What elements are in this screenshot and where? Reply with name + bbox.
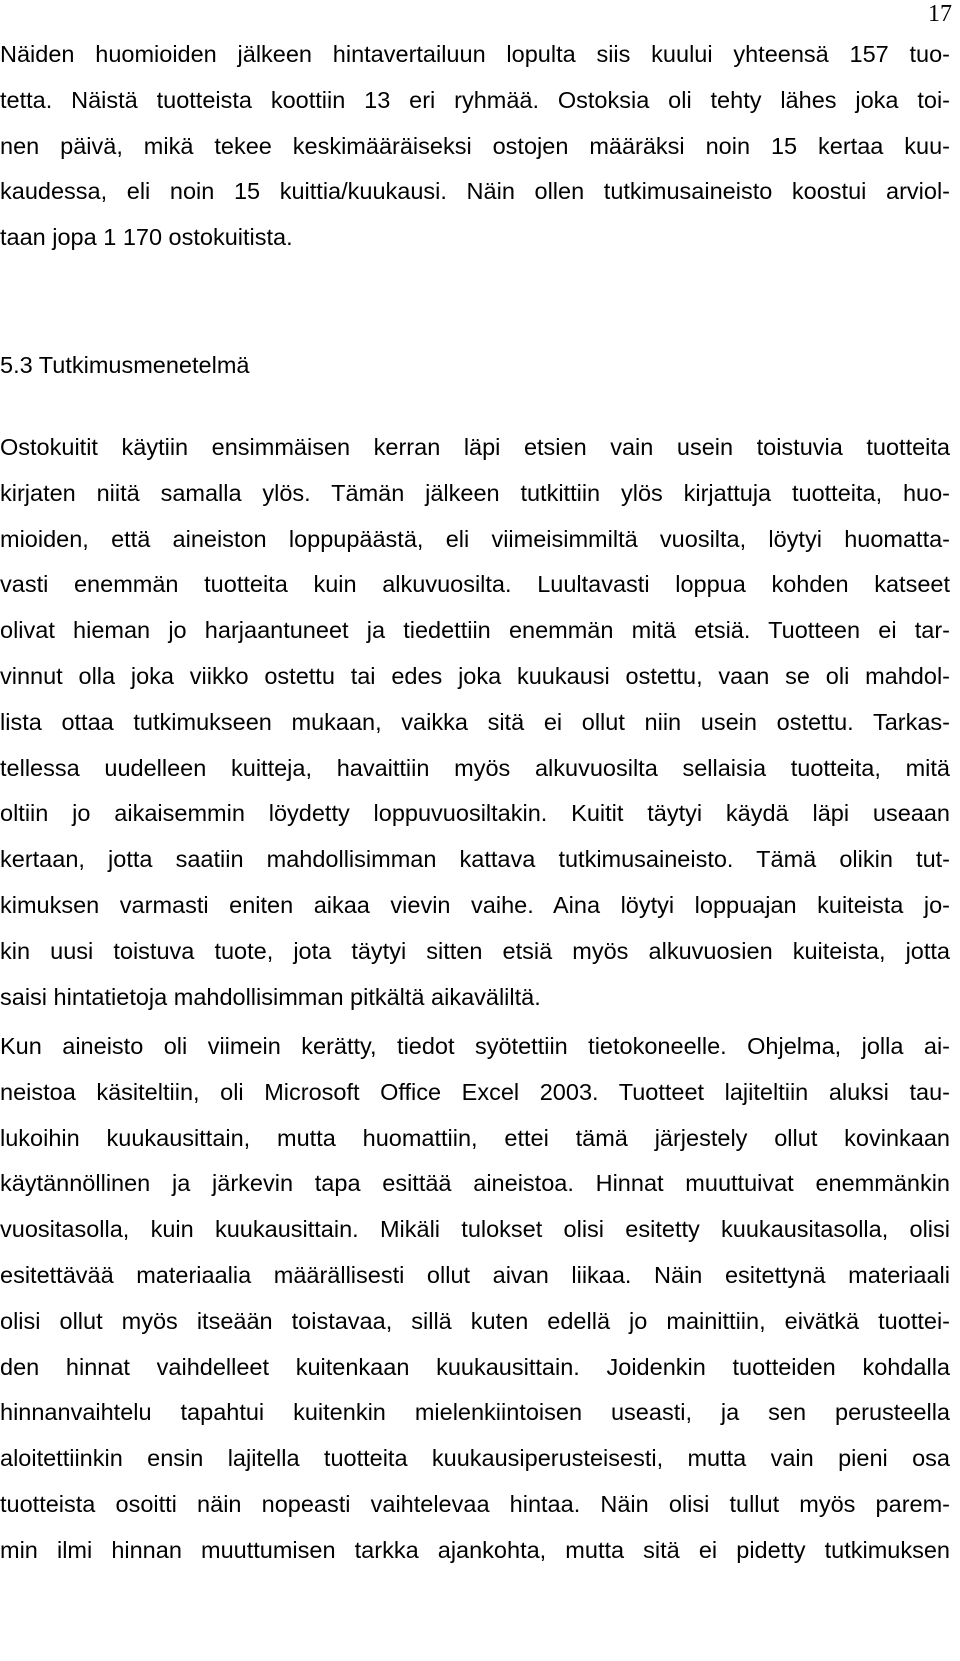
paragraph-text [0, 425, 950, 1020]
text-line: käytännöllinen ja järkevin tapa esittää aineistoa. Hinnat muuttuivat enemmänkin [0, 1170, 950, 1197]
paragraph-3 [0, 1024, 950, 1574]
page-number: 17 [928, 1, 952, 27]
text-line: tellessa uudelleen kuitteja, havaittiin myös alkuvuosilta sellaisia tuotteita, mitä [0, 754, 950, 781]
text-line: Näiden huomioiden jälkeen hintavertailuun lopulta siis kuului yhteensä 157 tuo- [0, 41, 950, 67]
text-line: neistoa käsiteltiin, oli Microsoft Office Excel 2003. Tuotteet lajiteltiin aluksi tau- [0, 1078, 950, 1105]
paragraph-text [0, 1024, 950, 1574]
text-line: den hinnat vaihdelleet kuitenkaan kuukausittain. Joidenkin tuotteiden kohdalla [0, 1353, 950, 1380]
text-line: vasti enemmän tuotteita kuin alkuvuosilta. Luultavasti loppua kohden katseet [0, 571, 950, 598]
text-line: vuositasolla, kuin kuukausittain. Mikäli tulokset olisi esitetty kuukausitasolla, olisi [0, 1216, 950, 1243]
text-line: min ilmi hinnan muuttumisen tarkka ajankohta, mutta sitä ei pidetty tutkimuksen [0, 1536, 950, 1563]
text-line: olivat hieman jo harjaantuneet ja tiedettiin enemmän mitä etsiä. Tuotteen ei tar- [0, 617, 950, 644]
text-line: kirjaten niitä samalla ylös. Tämän jälkeen tutkittiin ylös kirjattuja tuotteita, huo- [0, 479, 950, 506]
text-line: saisi hintatietoja mahdollisimman pitkältä aikaväliltä. [0, 983, 541, 1010]
text-line: olisi ollut myös itseään toistavaa, sillä kuten edellä jo mainittiin, eivätkä tuottei- [0, 1307, 950, 1334]
text-line: Ostokuitit käytiin ensimmäisen kerran läpi etsien vain usein toistuvia tuotteita [0, 434, 950, 460]
text-line: kimuksen varmasti eniten aikaa vievin vaihe. Aina löytyi loppuajan kuiteista jo- [0, 891, 950, 918]
text-line: kaudessa, eli noin 15 kuittia/kuukausi. Näin ollen tutkimusaineisto koostui arviol- [0, 178, 950, 205]
text-line: oltiin jo aikaisemmin löydetty loppuvuosiltakin. Kuitit täytyi käydä läpi useaan [0, 800, 950, 827]
text-line: vinnut olla joka viikko ostettu tai edes joka kuukausi ostettu, vaan se oli mahdol- [0, 662, 950, 689]
paragraph-2 [0, 425, 950, 1020]
text-line: nen päivä, mikä tekee keskimääräiseksi ostojen määräksi noin 15 kertaa kuu- [0, 132, 950, 159]
paragraph-1 [0, 32, 950, 261]
text-line: mioiden, että aineiston loppupäästä, eli viimeisimmiltä vuosilta, löytyi huomatta- [0, 525, 950, 552]
text-line: tuotteista osoitti näin nopeasti vaihtelevaa hintaa. Näin olisi tullut myös parem- [0, 1490, 950, 1517]
text-line: aloitettiinkin ensin lajitella tuotteita kuukausiperusteisesti, mutta vain pieni osa [0, 1445, 950, 1472]
text-line: esitettävää materiaalia määrällisesti ollut aivan liikaa. Näin esitettynä materiaali [0, 1261, 950, 1288]
paragraph-text [0, 32, 950, 261]
text-line: Kun aineisto oli viimein kerätty, tiedot syötettiin tietokoneelle. Ohjelma, jolla ai- [0, 1033, 950, 1059]
text-line: tetta. Näistä tuotteista koottiin 13 eri ryhmää. Ostoksia oli tehty lähes joka toi- [0, 86, 950, 113]
text-line: hinnanvaihtelu tapahtui kuitenkin mielenkiintoisen useasti, ja sen perusteella [0, 1399, 950, 1426]
text-line: kertaan, jotta saatiin mahdollisimman kattava tutkimusaineisto. Tämä olikin tut- [0, 846, 950, 873]
text-line: taan jopa 1 170 ostokuitista. [0, 224, 293, 251]
section-heading: 5.3 Tutkimusmenetelmä [0, 352, 250, 378]
text-line: kin uusi toistuva tuote, jota täytyi sitten etsiä myös alkuvuosien kuiteista, jotta [0, 937, 950, 964]
text-line: lukoihin kuukausittain, mutta huomattiin, ettei tämä järjestely ollut kovinkaan [0, 1124, 950, 1151]
text-line: lista ottaa tutkimukseen mukaan, vaikka sitä ei ollut niin usein ostettu. Tarkas- [0, 708, 950, 735]
